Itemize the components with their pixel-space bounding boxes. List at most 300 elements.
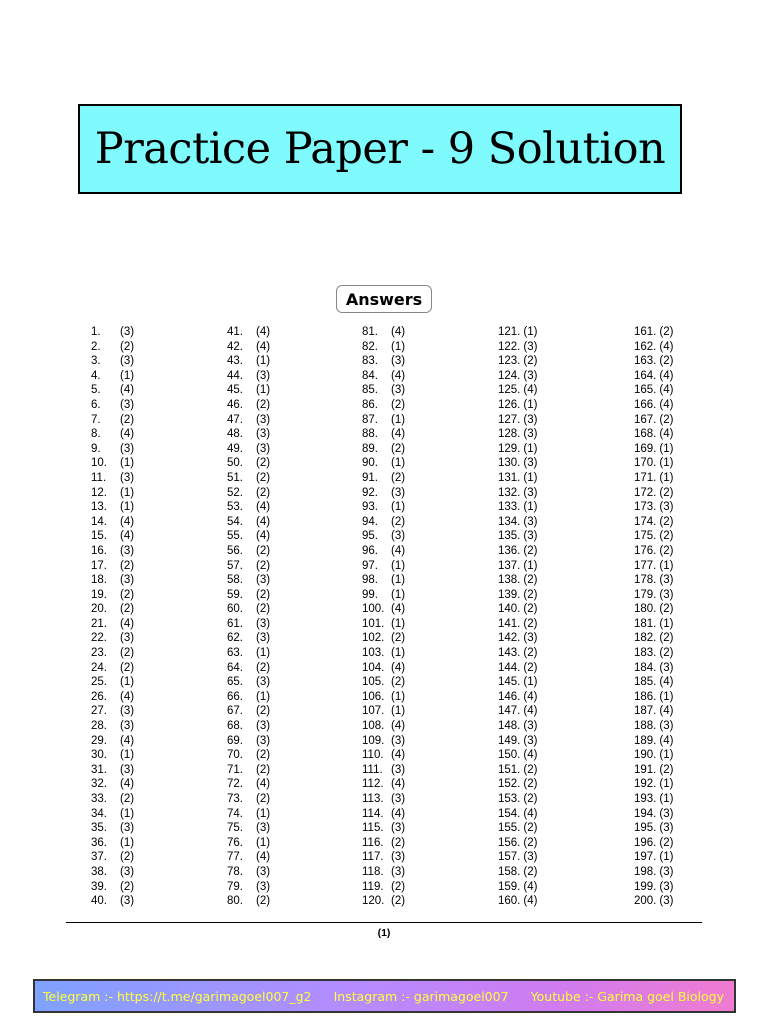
answer-option: (1) bbox=[391, 574, 406, 587]
answer-column bbox=[227, 325, 270, 909]
answer-row bbox=[227, 719, 270, 734]
question-number: 112. bbox=[362, 778, 384, 791]
answer-row bbox=[362, 763, 405, 778]
question-number: 102. bbox=[362, 632, 385, 645]
question-number: 51. bbox=[227, 471, 243, 484]
question-number: 181. bbox=[634, 617, 657, 630]
question-number: 170. bbox=[634, 457, 657, 470]
answer-row bbox=[91, 544, 134, 559]
question-number: 47. bbox=[227, 413, 243, 426]
question-number: 43. bbox=[227, 355, 243, 368]
question-number: 103. bbox=[362, 647, 385, 660]
question-number: 80. bbox=[227, 895, 243, 908]
answer-row bbox=[362, 807, 405, 822]
answer-row bbox=[227, 573, 270, 588]
answer-row bbox=[634, 690, 673, 705]
answer-option: (2) bbox=[659, 647, 674, 660]
answer-option: (1) bbox=[391, 457, 406, 470]
answer-option: (4) bbox=[120, 515, 135, 528]
answer-row bbox=[634, 515, 673, 530]
question-number: 34. bbox=[91, 807, 107, 820]
answer-row bbox=[91, 807, 134, 822]
answer-row bbox=[227, 836, 270, 851]
answer-option: (3) bbox=[120, 705, 135, 718]
question-number: 105. bbox=[362, 676, 385, 689]
answer-option: (3) bbox=[120, 355, 135, 368]
answer-option: (2) bbox=[523, 822, 538, 835]
answer-option: (3) bbox=[256, 574, 271, 587]
answer-option: (1) bbox=[523, 471, 538, 484]
answer-option: (2) bbox=[120, 559, 135, 572]
question-number: 165. bbox=[634, 384, 657, 397]
question-number: 106. bbox=[362, 690, 385, 703]
question-number: 96. bbox=[362, 544, 378, 557]
answer-row bbox=[362, 850, 405, 865]
answer-row bbox=[227, 850, 270, 865]
question-number: 123. bbox=[498, 355, 521, 368]
question-number: 11. bbox=[91, 471, 107, 484]
answer-row bbox=[498, 442, 537, 457]
question-number: 26. bbox=[91, 690, 107, 703]
question-number: 54. bbox=[227, 515, 243, 528]
answer-option: (4) bbox=[659, 734, 674, 747]
question-number: 97. bbox=[362, 559, 378, 572]
answer-option: (2) bbox=[391, 895, 406, 908]
answer-option: (2) bbox=[391, 398, 406, 411]
question-number: 48. bbox=[227, 428, 243, 441]
answer-option: (3) bbox=[523, 486, 538, 499]
question-number: 200. bbox=[634, 895, 657, 908]
answer-row bbox=[227, 748, 270, 763]
answer-row bbox=[91, 836, 134, 851]
answer-row bbox=[362, 573, 405, 588]
answer-row bbox=[362, 880, 405, 895]
question-number: 29. bbox=[91, 734, 107, 747]
answer-option: (1) bbox=[391, 340, 406, 353]
answer-row bbox=[91, 486, 134, 501]
question-number: 183. bbox=[634, 647, 657, 660]
answer-row bbox=[634, 544, 673, 559]
answer-row bbox=[91, 631, 134, 646]
answer-row bbox=[498, 763, 537, 778]
question-number: 71. bbox=[227, 763, 243, 776]
answer-row bbox=[91, 398, 134, 413]
question-number: 162. bbox=[634, 340, 657, 353]
answer-option: (3) bbox=[659, 865, 674, 878]
question-number: 149. bbox=[498, 734, 521, 747]
answer-row bbox=[362, 340, 405, 355]
question-number: 127. bbox=[498, 413, 521, 426]
question-number: 176. bbox=[634, 544, 657, 557]
answer-option: (2) bbox=[659, 530, 674, 543]
answer-row bbox=[634, 792, 673, 807]
answer-option: (3) bbox=[256, 880, 271, 893]
question-number: 114. bbox=[362, 807, 384, 820]
answer-option: (3) bbox=[659, 588, 674, 601]
question-number: 16. bbox=[91, 544, 107, 557]
answer-option: (3) bbox=[523, 734, 538, 747]
answer-row bbox=[227, 763, 270, 778]
answer-option: (1) bbox=[659, 617, 674, 630]
answer-option: (3) bbox=[523, 530, 538, 543]
social-footer-bar bbox=[33, 979, 736, 1013]
answer-row bbox=[362, 836, 405, 851]
answer-row bbox=[362, 821, 405, 836]
answer-row bbox=[362, 456, 405, 471]
answer-row bbox=[634, 763, 673, 778]
question-number: 119. bbox=[362, 880, 384, 893]
question-number: 150. bbox=[498, 749, 521, 762]
question-number: 137. bbox=[498, 559, 521, 572]
question-number: 65. bbox=[227, 676, 243, 689]
answer-option: (3) bbox=[523, 428, 538, 441]
answer-row bbox=[498, 573, 537, 588]
answer-option: (2) bbox=[120, 793, 135, 805]
question-number: 180. bbox=[634, 603, 657, 616]
answer-row bbox=[498, 456, 537, 471]
question-number: 160. bbox=[498, 895, 521, 908]
question-number: 70. bbox=[227, 749, 243, 762]
answer-option: (3) bbox=[120, 895, 135, 908]
question-number: 86. bbox=[362, 398, 378, 411]
question-number: 13. bbox=[91, 501, 107, 514]
answer-column bbox=[498, 325, 537, 909]
answer-option: (3) bbox=[256, 865, 271, 878]
answer-row bbox=[227, 529, 270, 544]
question-number: 46. bbox=[227, 398, 243, 411]
answer-option: (3) bbox=[120, 720, 135, 733]
answer-option: (3) bbox=[256, 428, 271, 441]
answer-option: (2) bbox=[523, 647, 538, 660]
question-number: 23. bbox=[91, 647, 107, 660]
question-number: 68. bbox=[227, 720, 243, 733]
answer-option: (1) bbox=[391, 501, 406, 514]
answer-option: (1) bbox=[120, 836, 135, 849]
question-number: 89. bbox=[362, 442, 378, 455]
answer-row bbox=[634, 807, 673, 822]
answer-option: (3) bbox=[391, 530, 406, 543]
answer-option: (2) bbox=[659, 544, 674, 557]
question-number: 100. bbox=[362, 603, 385, 616]
answer-option: (3) bbox=[659, 807, 674, 820]
answer-option: (4) bbox=[120, 734, 135, 747]
answer-option: (4) bbox=[256, 778, 271, 791]
question-number: 138. bbox=[498, 574, 521, 587]
answer-option: (4) bbox=[256, 851, 271, 864]
answer-row bbox=[498, 748, 537, 763]
answer-option: (2) bbox=[256, 544, 271, 557]
answer-option: (1) bbox=[659, 793, 674, 805]
question-number: 15. bbox=[91, 530, 107, 543]
question-number: 24. bbox=[91, 661, 107, 674]
question-number: 113. bbox=[362, 793, 384, 805]
answer-row bbox=[362, 398, 405, 413]
question-number: 44. bbox=[227, 369, 243, 382]
answer-option: (4) bbox=[659, 384, 674, 397]
answer-option: (4) bbox=[659, 428, 674, 441]
answer-option: (4) bbox=[523, 807, 538, 820]
question-number: 66. bbox=[227, 690, 243, 703]
answer-row bbox=[498, 559, 537, 574]
answer-option: (3) bbox=[391, 355, 406, 368]
question-number: 132. bbox=[498, 486, 521, 499]
question-number: 171. bbox=[634, 471, 657, 484]
answer-row bbox=[498, 529, 537, 544]
answer-option: (3) bbox=[391, 486, 406, 499]
answer-option: (2) bbox=[659, 486, 674, 499]
answer-option: (4) bbox=[523, 749, 538, 762]
answer-option: (4) bbox=[256, 326, 271, 338]
answer-row bbox=[362, 544, 405, 559]
answer-option: (1) bbox=[523, 559, 538, 572]
question-number: 155. bbox=[498, 822, 521, 835]
question-number: 18. bbox=[91, 574, 107, 587]
answer-row bbox=[362, 515, 405, 530]
answer-option: (1) bbox=[523, 326, 538, 338]
question-number: 136. bbox=[498, 544, 521, 557]
answer-row bbox=[498, 471, 537, 486]
answer-row bbox=[362, 383, 405, 398]
answer-option: (3) bbox=[523, 515, 538, 528]
question-number: 115. bbox=[362, 822, 384, 835]
answer-option: (3) bbox=[120, 822, 135, 835]
question-number: 199. bbox=[634, 880, 657, 893]
answer-row bbox=[634, 471, 673, 486]
answer-option: (1) bbox=[659, 442, 674, 455]
answer-option: (1) bbox=[391, 588, 406, 601]
answer-option: (1) bbox=[523, 676, 538, 689]
answer-row bbox=[498, 690, 537, 705]
question-number: 189. bbox=[634, 734, 657, 747]
answer-option: (1) bbox=[523, 442, 538, 455]
answer-option: (2) bbox=[659, 603, 674, 616]
answer-option: (4) bbox=[120, 617, 135, 630]
answer-row bbox=[91, 850, 134, 865]
question-number: 173. bbox=[634, 501, 657, 514]
answer-option: (1) bbox=[523, 501, 538, 514]
answer-row bbox=[634, 821, 673, 836]
answer-row bbox=[227, 515, 270, 530]
answer-option: (2) bbox=[120, 851, 135, 864]
answer-option: (3) bbox=[659, 880, 674, 893]
answer-row bbox=[227, 631, 270, 646]
answer-column bbox=[91, 325, 134, 909]
answer-row bbox=[498, 486, 537, 501]
question-number: 92. bbox=[362, 486, 378, 499]
question-number: 52. bbox=[227, 486, 243, 499]
question-number: 93. bbox=[362, 501, 378, 514]
answer-row bbox=[362, 486, 405, 501]
answer-row bbox=[498, 792, 537, 807]
question-number: 156. bbox=[498, 836, 521, 849]
question-number: 73. bbox=[227, 793, 243, 805]
question-number: 84. bbox=[362, 369, 378, 382]
question-number: 182. bbox=[634, 632, 657, 645]
answer-option: (3) bbox=[523, 340, 538, 353]
answer-row bbox=[498, 865, 537, 880]
answer-option: (4) bbox=[523, 384, 538, 397]
answer-option: (3) bbox=[256, 822, 271, 835]
answer-row bbox=[498, 617, 537, 632]
answer-option: (1) bbox=[391, 413, 406, 426]
answer-option: (3) bbox=[120, 763, 135, 776]
answer-row bbox=[634, 325, 673, 340]
question-number: 140. bbox=[498, 603, 521, 616]
answer-row bbox=[634, 748, 673, 763]
answer-row bbox=[91, 559, 134, 574]
answer-option: (1) bbox=[391, 647, 406, 660]
answer-option: (2) bbox=[120, 413, 135, 426]
answer-option: (2) bbox=[120, 340, 135, 353]
answer-row bbox=[362, 675, 405, 690]
answer-row bbox=[498, 894, 537, 909]
telegram-link[interactable]: Telegram :- https://t.me/garimagoel007_g2 bbox=[43, 988, 312, 1004]
question-number: 69. bbox=[227, 734, 243, 747]
answer-option: (2) bbox=[391, 836, 406, 849]
question-number: 17. bbox=[91, 559, 107, 572]
answer-row bbox=[362, 369, 405, 384]
answer-row bbox=[91, 690, 134, 705]
question-number: 161. bbox=[634, 326, 657, 338]
question-number: 83. bbox=[362, 355, 378, 368]
answer-option: (3) bbox=[523, 851, 538, 864]
answer-option: (3) bbox=[120, 398, 135, 411]
answer-row bbox=[227, 602, 270, 617]
question-number: 169. bbox=[634, 442, 657, 455]
answer-option: (2) bbox=[256, 457, 271, 470]
answer-row bbox=[498, 325, 537, 340]
answer-option: (3) bbox=[391, 793, 406, 805]
answer-row bbox=[362, 588, 405, 603]
answer-option: (3) bbox=[659, 574, 674, 587]
answer-row bbox=[91, 442, 134, 457]
answer-row bbox=[634, 734, 673, 749]
answer-option: (2) bbox=[523, 544, 538, 557]
question-number: 179. bbox=[634, 588, 657, 601]
answer-option: (1) bbox=[256, 355, 271, 368]
question-number: 12. bbox=[91, 486, 107, 499]
answer-option: (2) bbox=[523, 588, 538, 601]
answer-row bbox=[91, 777, 134, 792]
answer-option: (2) bbox=[256, 559, 271, 572]
question-number: 94. bbox=[362, 515, 378, 528]
answer-row bbox=[634, 486, 673, 501]
question-number: 64. bbox=[227, 661, 243, 674]
question-number: 109. bbox=[362, 734, 385, 747]
question-number: 9. bbox=[91, 442, 101, 455]
answer-row bbox=[634, 427, 673, 442]
answer-option: (3) bbox=[120, 632, 135, 645]
question-number: 7. bbox=[91, 413, 101, 426]
answer-option: (1) bbox=[120, 807, 135, 820]
answer-option: (1) bbox=[391, 559, 406, 572]
answer-row bbox=[362, 631, 405, 646]
question-number: 121. bbox=[498, 326, 521, 338]
answer-option: (3) bbox=[391, 734, 406, 747]
question-number: 143. bbox=[498, 647, 521, 660]
question-number: 91. bbox=[362, 471, 378, 484]
question-number: 79. bbox=[227, 880, 243, 893]
answer-row bbox=[634, 836, 673, 851]
answer-row bbox=[227, 544, 270, 559]
answer-row bbox=[498, 719, 537, 734]
answer-row bbox=[362, 734, 405, 749]
answer-option: (3) bbox=[256, 413, 271, 426]
question-number: 31. bbox=[91, 763, 107, 776]
answer-option: (1) bbox=[120, 486, 135, 499]
question-number: 81. bbox=[362, 326, 378, 338]
answer-row bbox=[634, 631, 673, 646]
question-number: 57. bbox=[227, 559, 243, 572]
answer-row bbox=[498, 354, 537, 369]
answer-row bbox=[634, 865, 673, 880]
question-number: 120. bbox=[362, 895, 385, 908]
question-number: 20. bbox=[91, 603, 107, 616]
answers-grid bbox=[88, 325, 698, 910]
question-number: 192. bbox=[634, 778, 657, 791]
answer-row bbox=[227, 734, 270, 749]
question-number: 167. bbox=[634, 413, 657, 426]
answer-option: (2) bbox=[659, 763, 674, 776]
question-number: 194. bbox=[634, 807, 657, 820]
answer-row bbox=[227, 383, 270, 398]
answer-row bbox=[634, 719, 673, 734]
question-number: 174. bbox=[634, 515, 657, 528]
answer-row bbox=[227, 427, 270, 442]
question-number: 3. bbox=[91, 355, 101, 368]
answer-option: (3) bbox=[256, 617, 271, 630]
question-number: 195. bbox=[634, 822, 657, 835]
answer-row bbox=[498, 383, 537, 398]
youtube-link[interactable]: Youtube :- Garima goel Biology bbox=[530, 988, 724, 1004]
answer-option: (1) bbox=[391, 617, 406, 630]
answer-option: (2) bbox=[391, 471, 406, 484]
answer-row bbox=[91, 588, 134, 603]
answer-option: (4) bbox=[391, 544, 406, 557]
answer-option: (4) bbox=[120, 530, 135, 543]
answer-option: (2) bbox=[256, 486, 271, 499]
answer-row bbox=[91, 880, 134, 895]
answer-option: (2) bbox=[659, 413, 674, 426]
answer-row bbox=[634, 529, 673, 544]
answer-option: (3) bbox=[391, 822, 406, 835]
answer-row bbox=[498, 398, 537, 413]
answer-option: (1) bbox=[659, 471, 674, 484]
answer-row bbox=[227, 354, 270, 369]
answer-row bbox=[498, 704, 537, 719]
question-number: 144. bbox=[498, 661, 521, 674]
question-number: 58. bbox=[227, 574, 243, 587]
answer-row bbox=[498, 631, 537, 646]
question-number: 5. bbox=[91, 384, 101, 397]
instagram-link[interactable]: Instagram :- garimagoel007 bbox=[333, 988, 509, 1004]
answer-option: (2) bbox=[256, 749, 271, 762]
answer-row bbox=[227, 456, 270, 471]
question-number: 131. bbox=[498, 471, 521, 484]
answer-option: (4) bbox=[256, 515, 271, 528]
question-number: 177. bbox=[634, 559, 657, 572]
answer-row bbox=[498, 369, 537, 384]
answer-row bbox=[227, 675, 270, 690]
answer-row bbox=[498, 661, 537, 676]
answer-row bbox=[634, 340, 673, 355]
answer-option: (2) bbox=[523, 793, 538, 805]
answer-row bbox=[227, 646, 270, 661]
question-number: 25. bbox=[91, 676, 107, 689]
question-number: 134. bbox=[498, 515, 521, 528]
answer-row bbox=[498, 413, 537, 428]
question-number: 22. bbox=[91, 632, 107, 645]
